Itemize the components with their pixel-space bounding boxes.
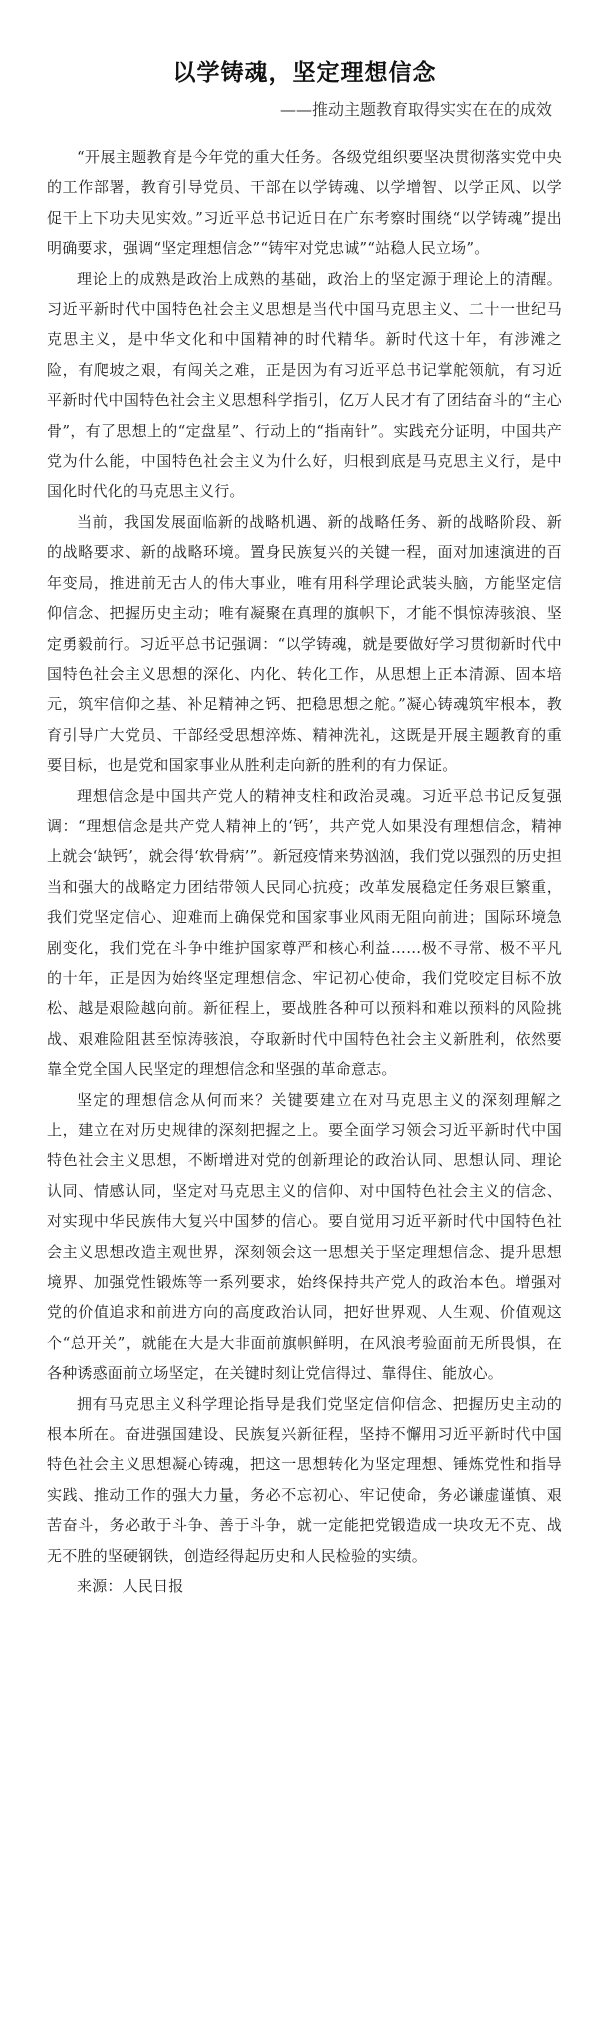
article-paragraph: 坚定的理想信念从何而来？关键要建立在对马克思主义的深刻理解之上，建立在对历史规律的深刻把握之上。要全面学习领会习近平新时代中国特色社会主义思想，不断增进对党的创新理论的政治认同、思想认同、理论认同、情感认同，坚定对马克思主义的信仰、对中国特色社会主义的信念、对实现中华民族伟大复兴中国梦的信心。要自觉用习近平新时代中国特色社会主义思想改造主观世界，深刻领会这一思想关于坚定理想信念、提升思想境界、加强党性锻炼等一系列要求，始终保持共产党人的政治本色。增强对党的价值追求和前进方向的高度政治认同，把好世界观、人生观、价值观这个“总开关”，就能在大是大非面前旗帜鲜明，在风浪考验面前无所畏惧，在各种诱惑面前立场坚定，在关键时刻让党信得过、靠得住、能放心。 xyxy=(47,1090,562,1383)
article-paragraph: 理论上的成熟是政治上成熟的基础，政治上的坚定源于理论上的清醒。习近平新时代中国特色社会主义思想是当代中国马克思主义、二十一世纪马克思主义，是中华文化和中国精神的时代精华。新时代这十年，有涉滩之险，有爬坡之艰，有闯关之难，正是因为有习近平总书记掌舵领航，有习近平新时代中国特色社会主义思想科学指引，亿万人民才有了团结奋斗的“主心骨”，有了思想上的“定盘星”、行动上的“指南针”。实践充分证明，中国共产党为什么能，中国特色社会主义为什么好，归根到底是马克思主义行，是中国化时代化的马克思主义行。 xyxy=(47,269,562,501)
article-source: 来源：人民日报 xyxy=(77,1577,184,1596)
article-body xyxy=(47,142,562,1602)
article-paragraph: “开展主题教育是今年党的重大任务。各级党组织要坚决贯彻落实党中央的工作部署，教育引导党员、干部在以学铸魂、以学增智、以学正风、以学促干上下功夫见实效。”习近平总书记近日在广东考察时围绕“以学铸魂”提出明确要求，强调“坚定理想信念”“铸牢对党忠诚”“站稳人民立场”。 xyxy=(47,148,562,258)
article-title: 以学铸魂，坚定理想信念 xyxy=(172,60,437,86)
article-paragraph: 当前，我国发展面临新的战略机遇、新的战略任务、新的战略阶段、新的战略要求、新的战略环境。置身民族复兴的关键一程，面对加速演进的百年变局，推进前无古人的伟大事业，唯有用科学理论武装头脑，方能坚定信仰信念、把握历史主动；唯有凝聚在真理的旗帜下，才能不惧惊涛骇浪、坚定勇毅前行。习近平总书记强调：“以学铸魂，就是要做好学习贯彻新时代中国特色社会主义思想的深化、内化、转化工作，从思想上正本清源、固本培元，筑牢信仰之基、补足精神之钙、把稳思想之舵。”凝心铸魂筑牢根本，教育引导广大党员、干部经受思想淬炼、精神洗礼，这既是开展主题教育的重要目标，也是党和国家事业从胜利走向新的胜利的有力保证。 xyxy=(47,512,562,775)
article-paragraph: 拥有马克思主义科学理论指导是我们党坚定信仰信念、把握历史主动的根本所在。奋进强国建设、民族复兴新征程，坚持不懈用习近平新时代中国特色社会主义思想凝心铸魂，把这一思想转化为坚定理想、锤炼党性和指导实践、推动工作的强大力量，务必不忘初心、牢记使命，务必谦虚谨慎、艰苦奋斗，务必敢于斗争、善于斗争，就一定能把党锻造成一块攻无不克、战无不胜的坚硬钢铁，创造经得起历史和人民检验的实绩。 xyxy=(47,1394,562,1565)
article-subtitle: ——推动主题教育取得实实在在的成效 xyxy=(279,100,552,119)
article-paragraph: 理想信念是中国共产党人的精神支柱和政治灵魂。习近平总书记反复强调：“理想信念是共产党人精神上的‘钙’，共产党人如果没有理想信念，精神上就会‘缺钙’，就会得‘软骨病’”。新冠疫情来势汹汹，我们党以强烈的历史担当和强大的战略定力团结带领人民同心抗疫；改革发展稳定任务艰巨繁重，我们党坚定信心、迎难而上确保党和国家事业风雨无阻向前进；国际环境急剧变化，我们党在斗争中维护国家尊严和核心利益……极不寻常、极不平凡的十年，正是因为始终坚定理想信念、牢记初心使命，我们党咬定目标不放松、越是艰险越向前。新征程上，要战胜各种可以预料和难以预料的风险挑战、艰难险阻甚至惊涛骇浪，夺取新时代中国特色社会主义新胜利，依然要靠全党全国人民坚定的理想信念和坚强的革命意志。 xyxy=(47,786,562,1079)
